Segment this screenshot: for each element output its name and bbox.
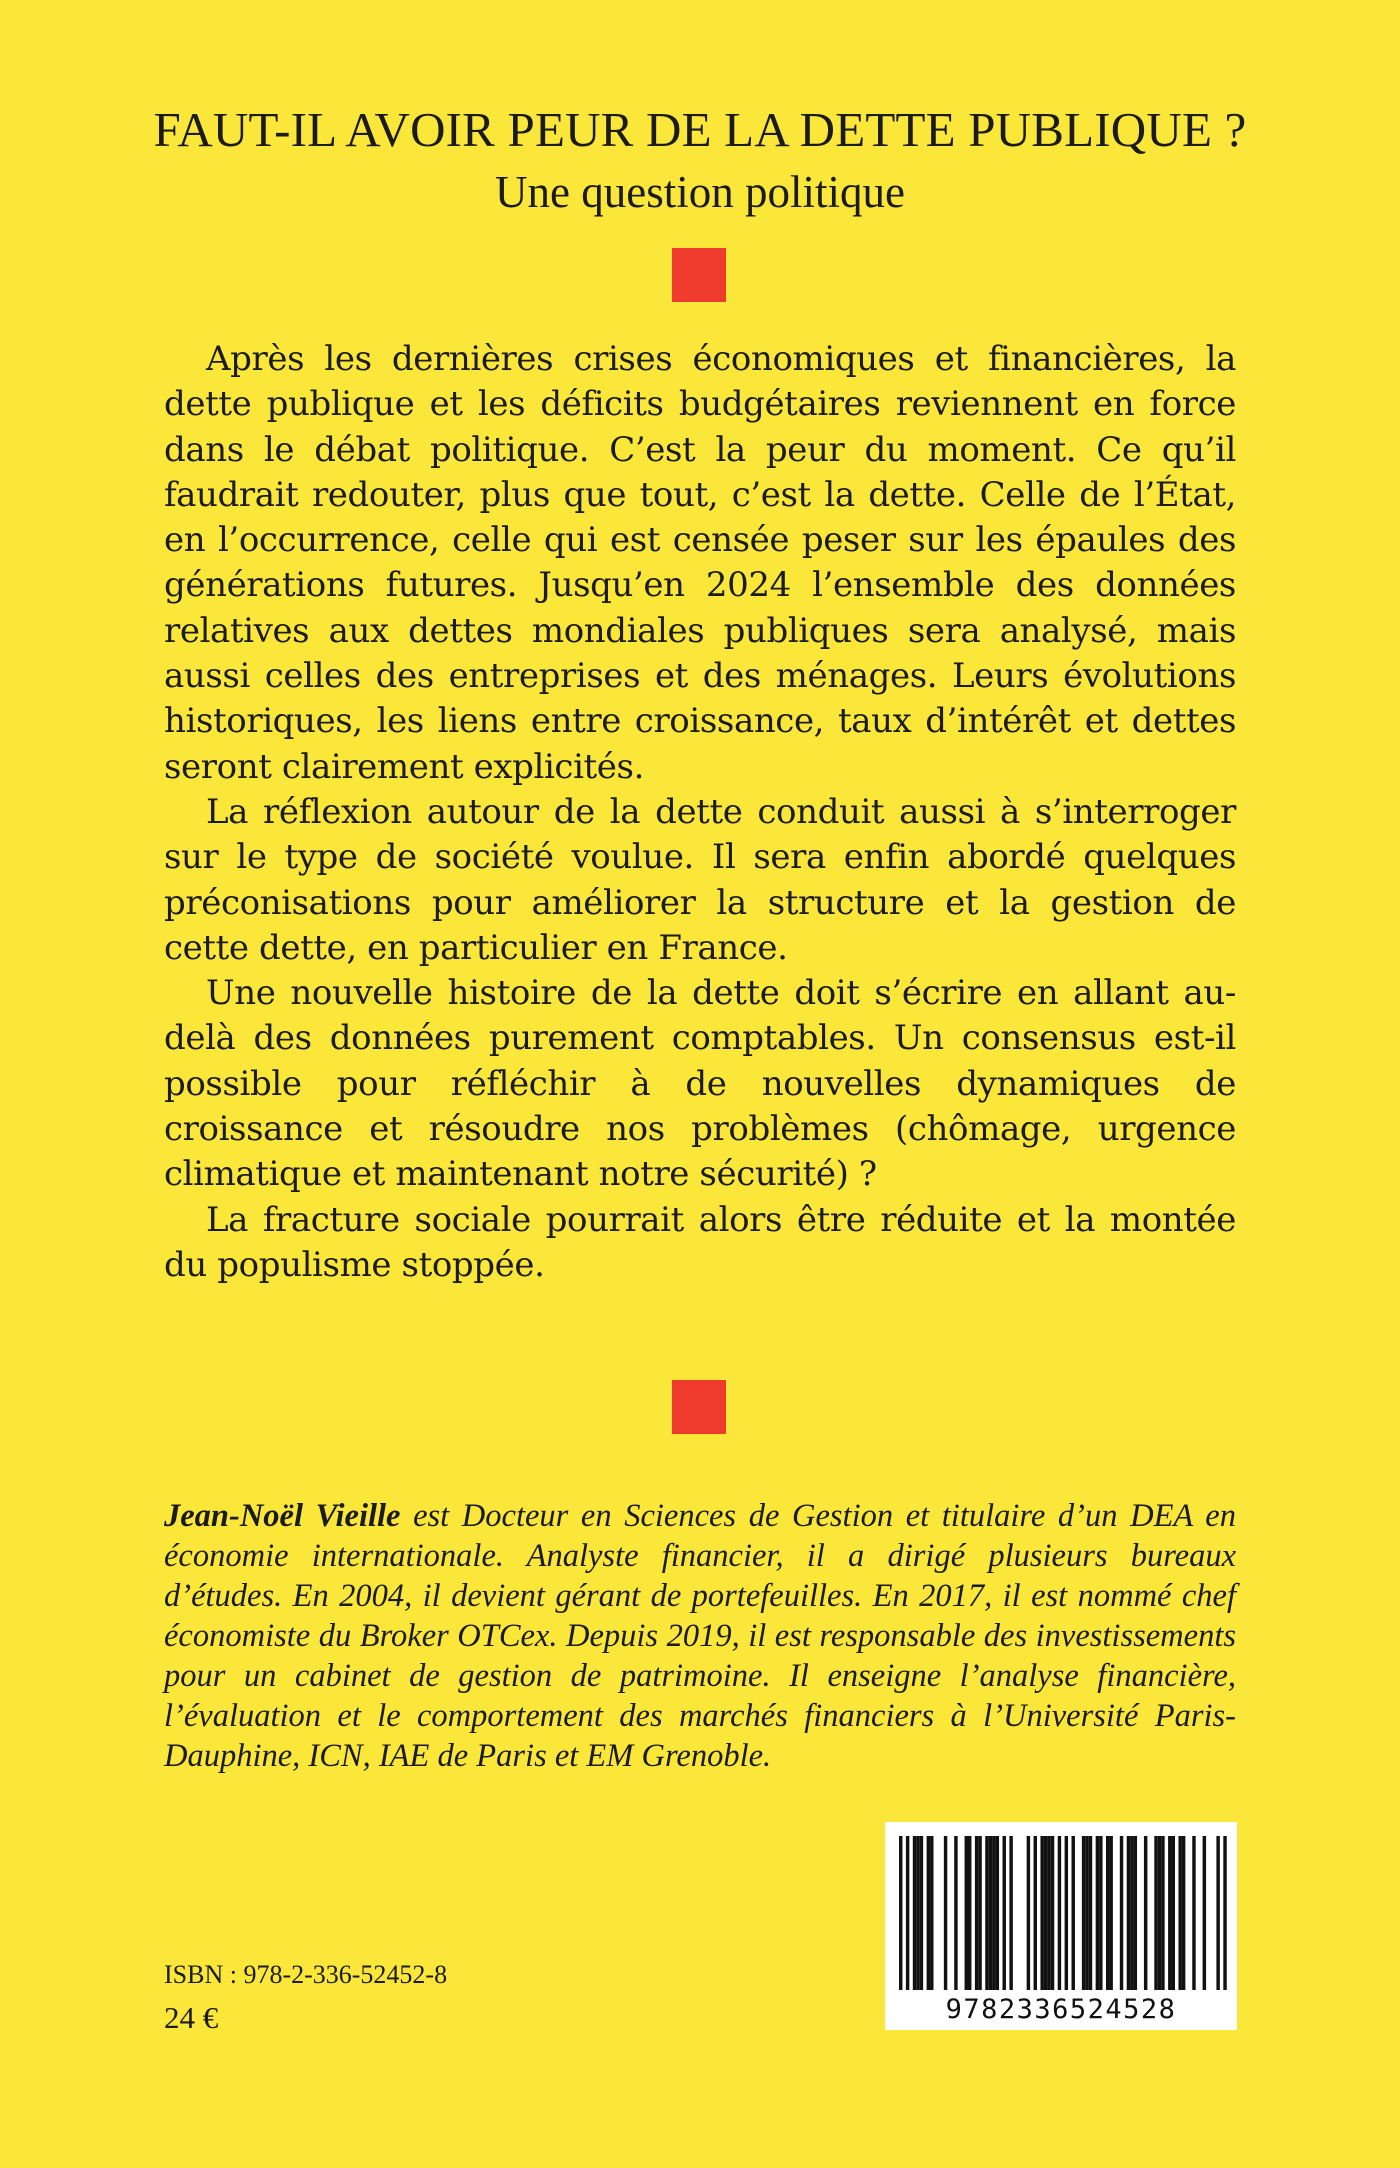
barcode-bar	[1134, 1836, 1137, 1990]
barcode-bar	[1223, 1836, 1226, 1990]
barcode-bar	[1130, 1836, 1133, 1990]
barcode-bar	[978, 1836, 981, 1990]
barcode-bar	[1058, 1836, 1061, 1990]
author-bio-text: est Docteur en Sciences de Gestion et titulaire d’un DEA en économie internationale. Analyste financier, il a dirigé plusieurs bureaux d’études. En 2004, il devient gérant de portefeuilles. En 2017, il est nommé chef économiste du Broker OTCex. Depuis 2019, il est responsable des investissements pour un cabinet de gestion de patrimoine. Il enseigne l’analyse financière, l’évaluation et le comportement des marchés financiers à l’Université Paris-Dauphine, ICN, IAE de Paris et EM Grenoble.	[164, 1498, 1236, 1774]
barcode-bar	[1168, 1836, 1171, 1990]
author-name: Jean-Noël Vieille	[164, 1498, 401, 1534]
barcode-bar	[992, 1836, 995, 1990]
barcode-bar	[1027, 1836, 1030, 1990]
book-title: FAUT-IL AVOIR PEUR DE LA DETTE PUBLIQUE ?	[153, 102, 1247, 157]
barcode-bar	[920, 1836, 923, 1990]
barcode-bar	[1003, 1836, 1006, 1990]
barcode-bar	[1127, 1836, 1130, 1990]
barcode-bar	[1096, 1836, 1099, 1990]
barcode-bar	[1216, 1836, 1219, 1990]
summary-text	[164, 337, 1236, 1288]
barcode-bar	[1158, 1836, 1161, 1990]
barcode-bar	[1161, 1836, 1164, 1990]
summary-paragraph-1: Après les dernières crises économiques et financières, la dette publique et les déficits budgétaires reviennent en force dans le débat politique. C’est la peur du moment. Ce qu’il faudrait redouter, plus que tout, c’est la dette. Celle de l’État, en l’occurrence, celle qui est censée peser sur les épaules des générations futures. Jusqu’en 2024 l’ensemble des données relatives aux dettes mondiales publiques sera analysé, mais aussi celles des entreprises et des ménages. Leurs évolutions historiques, les liens entre croissance, taux d’intérêt et dettes seront clairement explicités.	[164, 339, 1236, 787]
summary-paragraph-2: La réflexion autour de la dette conduit aussi à s’interroger sur le type de société voulue. Il sera enfin abordé quelques préconisations pour améliorer la structure et la gestion de cette dette, en particulier en France.	[164, 791, 1236, 968]
barcode-bar	[913, 1836, 916, 1990]
barcode-bar	[1182, 1836, 1185, 1990]
red-square-ornament-middle	[672, 1380, 726, 1434]
barcode-bar	[989, 1836, 992, 1990]
barcode-bar	[916, 1836, 919, 1990]
barcode-bar	[965, 1836, 968, 1990]
barcode-bar	[1047, 1836, 1050, 1990]
barcode-bar	[975, 1836, 978, 1990]
barcode-bar	[944, 1836, 947, 1990]
barcode-bar	[1099, 1836, 1102, 1990]
author-bio	[164, 1496, 1236, 1776]
barcode-bar	[1106, 1836, 1109, 1990]
book-subtitle: Une question politique	[495, 167, 905, 217]
barcode-bar	[1203, 1836, 1206, 1990]
barcode-bar	[1120, 1836, 1123, 1990]
barcode-bar	[1144, 1836, 1147, 1990]
barcode-bar	[1109, 1836, 1112, 1990]
barcode-bar	[899, 1836, 902, 1990]
barcode-bar	[1044, 1836, 1047, 1990]
barcode-bar	[1192, 1836, 1195, 1990]
summary-paragraph-4: La fracture sociale pourrait alors être réduite et la montée du populisme stoppée.	[164, 1199, 1236, 1285]
barcode-bar	[1178, 1836, 1181, 1990]
summary-paragraph-3: Une nouvelle histoire de la dette doit s’écrire en allant au-delà des données purement comptables. Un consensus est-il possible pour réfléchir à de nouvelles dynamiques de croissance et résoudre nos problèmes (chômage, urgence climatique et maintenant notre sécurité) ?	[164, 973, 1236, 1195]
barcode	[885, 1822, 1237, 2030]
barcode-bar	[930, 1836, 933, 1990]
barcode-bar	[996, 1836, 999, 1990]
barcode-bar	[1034, 1836, 1037, 1990]
barcode-bar	[1051, 1836, 1054, 1990]
barcode-bar	[1009, 1836, 1012, 1990]
barcode-bar	[1085, 1836, 1088, 1990]
barcode-bar	[1082, 1836, 1085, 1990]
barcode-bar	[1089, 1836, 1092, 1990]
barcode-bar	[1072, 1836, 1075, 1990]
price: 24 €	[164, 2000, 219, 2035]
red-square-ornament-top	[672, 248, 726, 302]
barcode-bar	[927, 1836, 930, 1990]
barcode-digits: 9782336524528	[945, 1994, 1177, 2025]
barcode-bar	[1154, 1836, 1157, 1990]
barcode-bar	[1065, 1836, 1068, 1990]
barcode-bar	[1040, 1836, 1043, 1990]
barcode-graphic	[885, 1822, 1237, 2030]
barcode-bar	[906, 1836, 909, 1990]
barcode-bar	[968, 1836, 971, 1990]
barcode-bar	[954, 1836, 957, 1990]
barcode-bar	[985, 1836, 988, 1990]
isbn: ISBN : 978-2-336-52452-8	[164, 1960, 448, 1989]
barcode-bar	[1172, 1836, 1175, 1990]
